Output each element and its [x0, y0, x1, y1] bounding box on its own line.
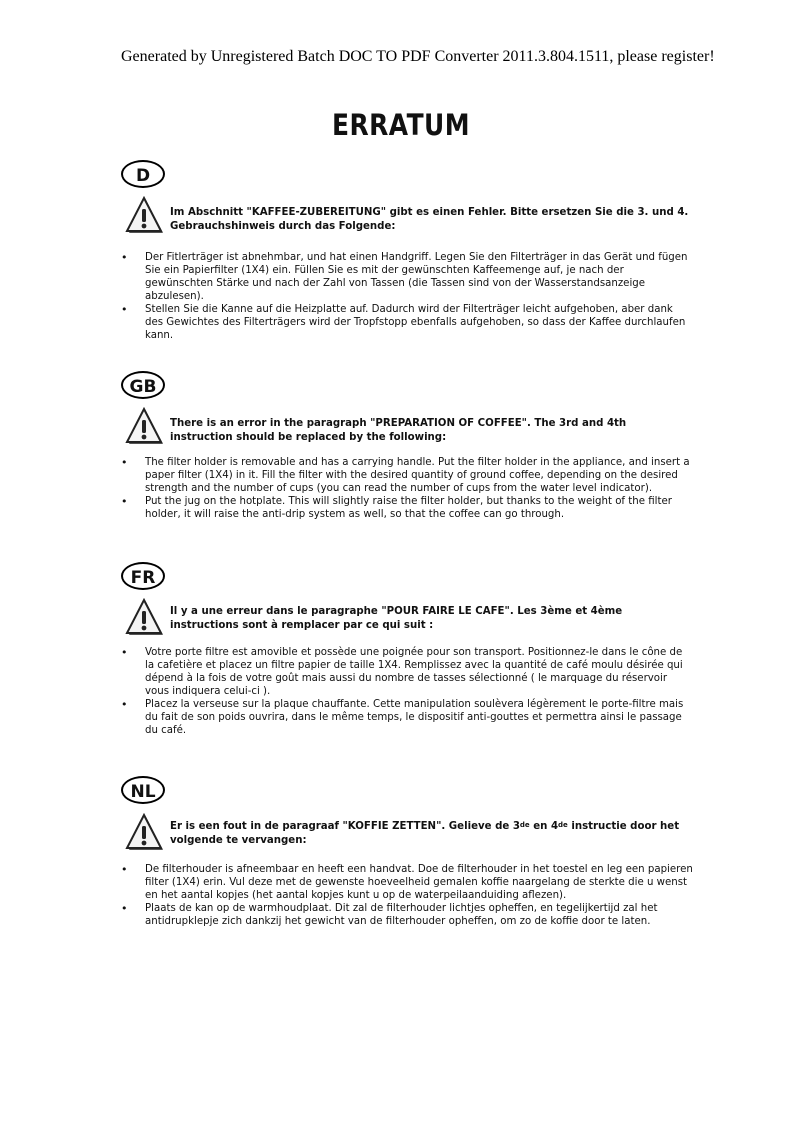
- list-item: • Stellen Sie die Kanne auf die Heizplatte auf. Dadurch wird der Filterträger leicht aufgehoben, aber dank des Gewichtes des Filterträgers wird der Tropfstopp ebenfalls aufgehoben, so dass der Kaffee durchlaufen kann.: [121, 303, 693, 342]
- converter-watermark: Generated by Unregistered Batch DOC TO PDF Converter 2011.3.804.1511, please register!: [121, 48, 715, 65]
- list-item: • Der Fitlerträger ist abnehmbar, und hat einen Handgriff. Legen Sie den Filterträger in das Gerät und fügen Sie ein Papierfilter (1X4) ein. Füllen Sie es mit der gewünschten Kaffeemenge auf, je nach der gewünschten Stärke und nach der Zahl von Tassen (die Tassen sind von der Wasserstandsanzeige abzulesen).: [121, 251, 693, 303]
- list-item: • De filterhouder is afneembaar en heeft een handvat. Doe de filterhouder in het toestel en leg een papieren filter (1X4) erin. Vul deze met de gewenste hoeveelheid gemalen koffie naargelang de sterkte die u wenst en het aantal kopjes (het aantal kopjes kunt u op de waterpeilaanduiding aflezen).: [121, 863, 693, 902]
- list-item: • Plaats de kan op de warmhoudplaat. Dit zal de filterhouder lichtjes opheffen, en tegelijkertijd zal het antidrupklepje zich dankzij het gewicht van de filterhouder opheffen, om zo de koffie door te laten.: [121, 902, 693, 928]
- warning-triangle-icon: [124, 196, 164, 236]
- page-title: ERRATUM: [332, 108, 470, 142]
- warning-text-nl: [170, 818, 690, 848]
- instruction-list-gb: [121, 456, 693, 521]
- language-badge-de: D: [121, 160, 165, 188]
- instruction-list-nl: [121, 863, 693, 928]
- list-item: • The filter holder is removable and has a carrying handle. Put the filter holder in the appliance, and insert a paper filter (1X4) in it. Fill the filter with the desired quantity of ground coffee, depending on the desired strength and the number of cups (you can read the number of cups from the water level indicator).: [121, 456, 693, 495]
- warning-text-fr: Il y a une erreur dans le paragraphe "POUR FAIRE LE CAFE". Les 3ème et 4ème instructions sont à remplacer par ce qui suit :: [170, 606, 623, 631]
- language-badge-gb: GB: [121, 371, 165, 399]
- warning-triangle-icon: [124, 598, 164, 638]
- list-item: • Votre porte filtre est amovible et possède une poignée pour son transport. Positionnez-le dans le cône de la cafetière et placez un filtre papier de taille 1X4. Remplissez avec la quantité de café moulu désirée qui dépend à la fois de votre goût mais aussi du nombre de tasses sélectionné ( le marquage du réservoir vous indiquera celui-ci ).: [121, 646, 693, 698]
- warning-triangle-icon: [124, 407, 164, 447]
- ordinal-suffix: de: [519, 821, 530, 829]
- warning-text-gb: There is an error in the paragraph "PREPARATION OF COFFEE". The 3rd and 4th instruction should be replaced by the following:: [170, 418, 627, 443]
- ordinal-suffix: de: [558, 821, 568, 829]
- instruction-list-de: [121, 251, 693, 342]
- language-badge-nl: NL: [121, 776, 165, 804]
- warning-text-part: Er is een fout in de paragraaf "KOFFIE ZETTEN". Gelieve de 3: [170, 821, 520, 832]
- instruction-list-fr: [121, 646, 693, 737]
- warning-triangle-icon: [124, 813, 164, 853]
- warning-text-de: Im Abschnitt "KAFFEE-ZUBEREITUNG" gibt es einen Fehler. Bitte ersetzen Sie die 3. und 4. Gebrauchshinweis durch das Folgende:: [170, 207, 689, 232]
- warning-text-part: en 4: [529, 821, 559, 832]
- list-item: • Placez la verseuse sur la plaque chauffante. Cette manipulation soulèvera légèrement le porte-filtre mais du fait de son poids ouvrira, dans le même temps, le dispositif anti-gouttes et permettra ainsi le passage du café.: [121, 698, 693, 737]
- warning-text-part: instructie door het volgende te vervangen:: [170, 821, 680, 846]
- language-badge-fr: FR: [121, 562, 165, 590]
- list-item: • Put the jug on the hotplate. This will slightly raise the filter holder, but thanks to the weight of the filter holder, it will raise the anti-drip system as well, so that the coffee can go through.: [121, 495, 693, 521]
